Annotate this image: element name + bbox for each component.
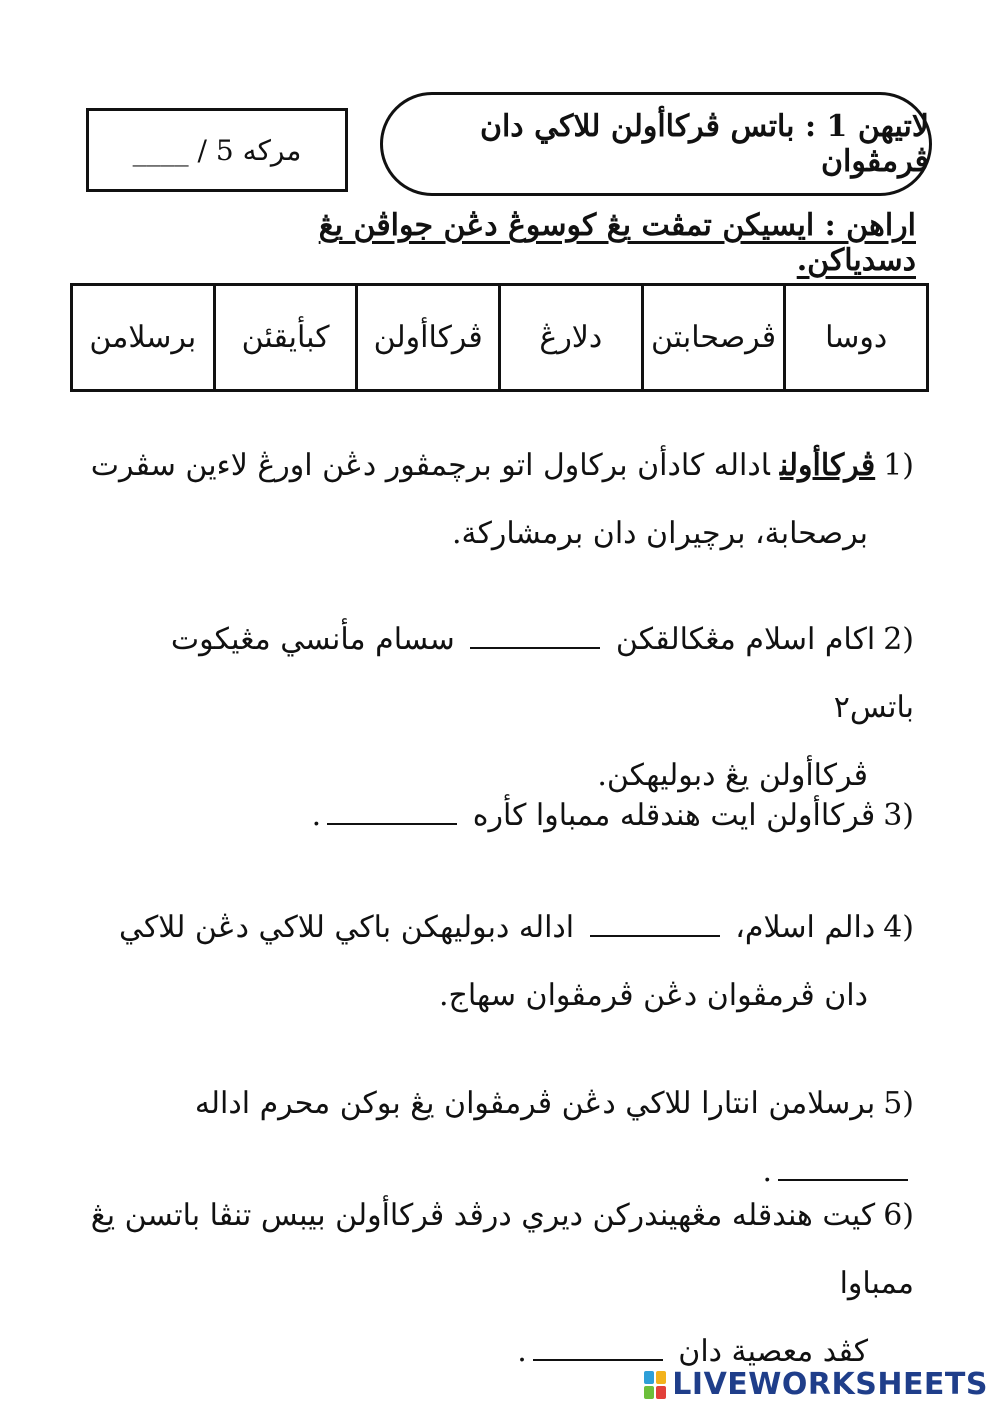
- word-bank-item[interactable]: ڤرصحابتن: [642, 285, 785, 391]
- exercise-title: لاتيهن 1 : باتس ڤركاأولن للاكي دان ڤرمڤوان: [479, 109, 929, 179]
- question-text: اكام اسلام مڠكالقكن: [615, 622, 876, 657]
- score-box: [86, 108, 348, 192]
- word-bank-item[interactable]: ڤركاأولن: [357, 285, 500, 391]
- answer-blank[interactable]: [533, 1331, 663, 1361]
- question-2: [84, 606, 914, 810]
- liveworksheets-logo-icon: [644, 1371, 666, 1399]
- question-number: (2: [883, 622, 914, 657]
- answer-blank[interactable]: [778, 1151, 908, 1181]
- question-text: برصحابة، برچيران دان برمشاركة.: [451, 516, 868, 551]
- answer-blank[interactable]: [327, 795, 457, 825]
- question-text: اداله دبوليهكن باكي للاكي دڠن للاكي: [119, 910, 575, 945]
- question-number: (3: [883, 798, 914, 833]
- instruction-text: اراهن : ايسيكن تمڤت يڠ كوسوڠ دڠن جواڤن يڠ دسدياكن.: [318, 208, 916, 278]
- question-number: (5: [883, 1086, 914, 1121]
- question-text: ڤركاأولن يڠ دبوليهكن.: [597, 758, 868, 793]
- question-text: دالم اسلام،: [735, 910, 876, 945]
- question-text: كيت هندقله مڠهيندركن ديري درڤد ڤركاأولن بيبس تنڤا باتسن يڠ ممباوا: [90, 1198, 914, 1301]
- question-text: .: [762, 1154, 772, 1189]
- word-bank-item[interactable]: دوسا: [785, 285, 928, 391]
- question-1: [84, 432, 914, 568]
- word-bank-table: [70, 283, 929, 392]
- question-text: برسلامن انتارا للاكي دڠن ڤرمڤوان يڠ بوكن محرم اداله: [194, 1086, 876, 1121]
- word-bank-item[interactable]: دلارڠ: [500, 285, 643, 391]
- question-text: اداله كادأن بركاول اتو برچمڤور دڠن اورڠ لاءين سڤرت: [90, 448, 770, 483]
- liveworksheets-logo: [644, 1367, 988, 1402]
- question-text: .: [311, 798, 322, 833]
- question-number: (4: [883, 910, 914, 945]
- question-3: [84, 782, 914, 850]
- exercise-title-box: [380, 92, 932, 196]
- answer-blank[interactable]: [590, 907, 720, 937]
- answer-blank[interactable]: [470, 619, 600, 649]
- question-text: .: [517, 1334, 527, 1369]
- question-text: كڤد معصية دان: [678, 1334, 868, 1369]
- question-4: [84, 894, 914, 1030]
- brand-name: LIVEWORKSHEETS: [672, 1367, 988, 1402]
- word-bank-item[interactable]: برسلامن: [72, 285, 215, 391]
- question-6: [84, 1182, 914, 1386]
- score-label: ____ / 5 مركه: [132, 133, 302, 167]
- word-bank-item[interactable]: كبأيقئن: [214, 285, 357, 391]
- question-text: دان ڤرمڤوان دڠن ڤرمڤوان سهاج.: [439, 978, 868, 1013]
- question-keyword: ڤركاأولن: [779, 448, 876, 483]
- question-number: (1: [883, 448, 914, 483]
- question-number: (6: [883, 1198, 914, 1233]
- question-text: سسام مأنسي مڠيكوت باتس٢: [170, 622, 914, 725]
- question-text: ڤركاأولن ايت هندقله ممباوا كأره: [472, 798, 876, 833]
